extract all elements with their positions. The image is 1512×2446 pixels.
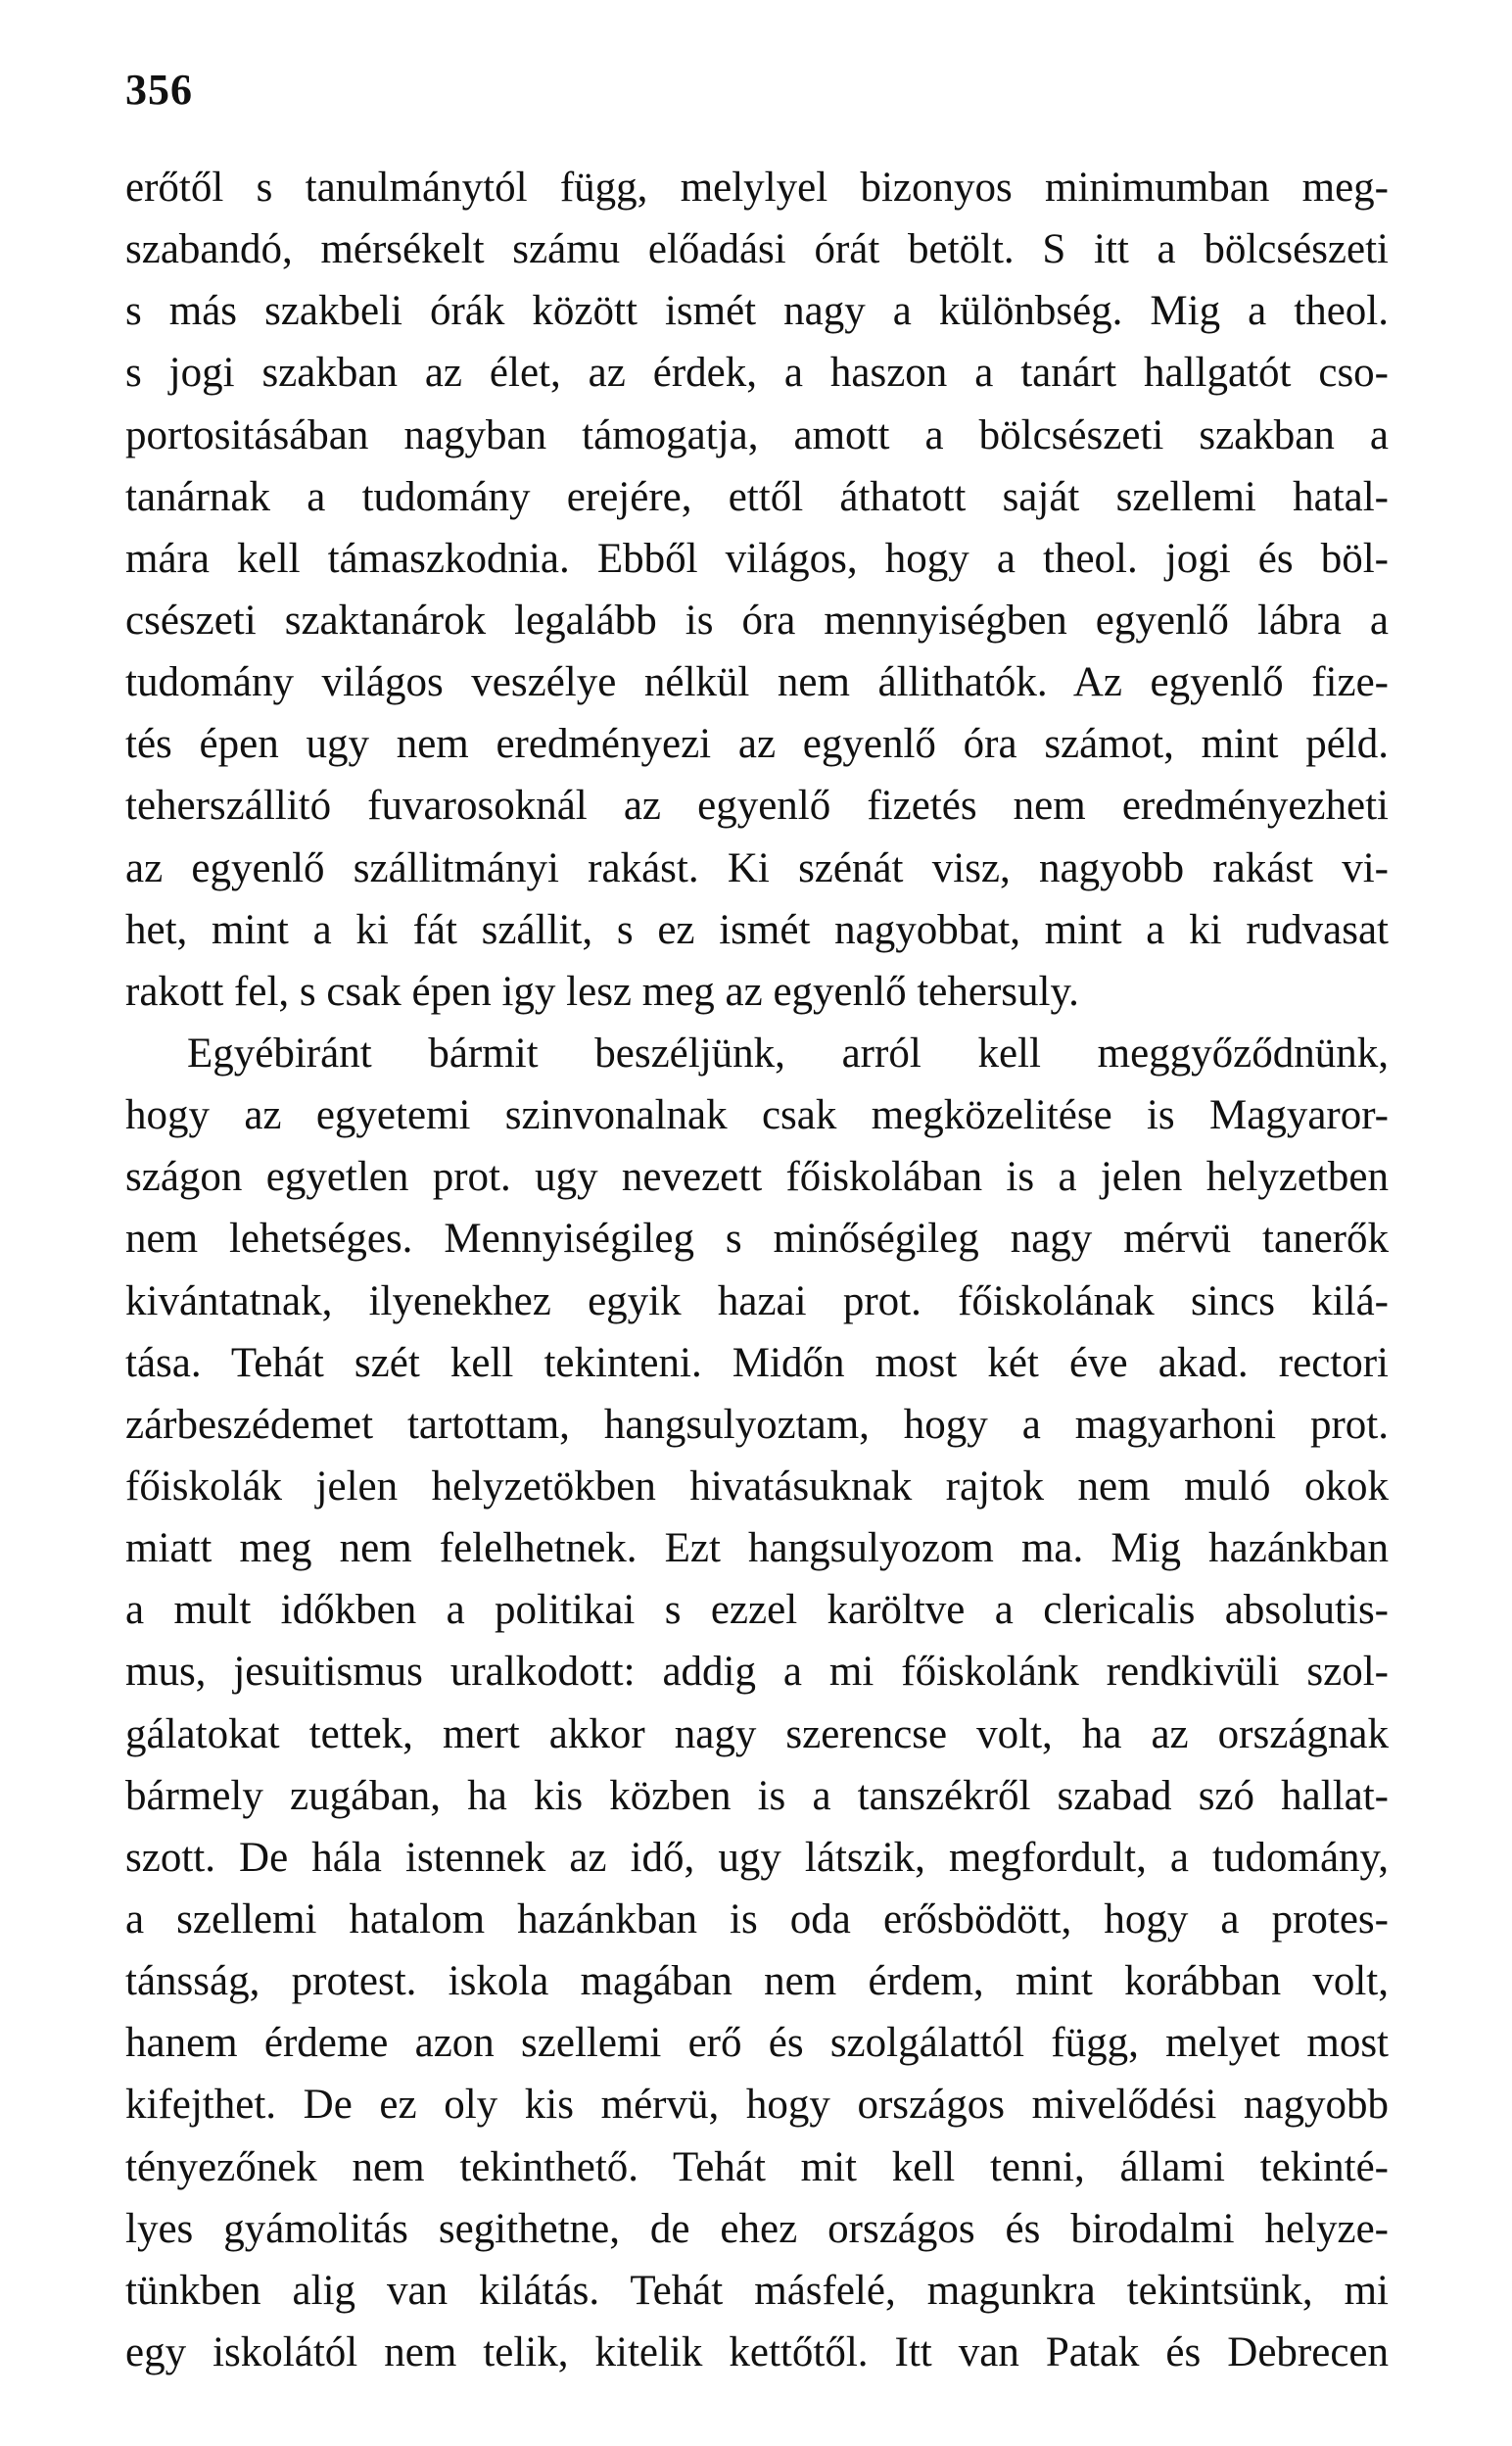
text-line: egy iskolától nem telik, kitelik kettőtől. Itt van Patak és Debrecen xyxy=(125,2328,1389,2375)
text-line: szágon egyetlen prot. ugy nevezett főiskolában is a jelen helyzetben xyxy=(125,1154,1389,1201)
text-line: bármely zugában, ha kis közben is a tanszékről szabad szó hallat- xyxy=(125,1772,1389,1819)
text-line: erőtől s tanulmánytól függ, melylyel bizonyos minimumban meg- xyxy=(125,165,1389,211)
paragraph-1 xyxy=(125,157,1389,1023)
text-line: főiskolák jelen helyzetökben hivatásuknak rajtok nem muló okok xyxy=(125,1463,1389,1510)
text-line: portositásában nagyban támogatja, amott a bölcsészeti szakban a xyxy=(125,411,1389,458)
text-line: hanem érdeme azon szellemi erő és szolgálattól függ, melyet most xyxy=(125,2020,1389,2067)
paragraph-2 xyxy=(125,1023,1389,2383)
text-line: rakott fel, s csak épen igy lesz meg az egyenlő tehersuly. xyxy=(125,968,1079,1015)
text-line: szott. De hála istennek az idő, ugy látszik, megfordult, a tudomány, xyxy=(125,1834,1389,1881)
text-line: Egyébiránt bármit beszéljünk, arról kell meggyőződnünk, xyxy=(187,1030,1389,1077)
text-line: teherszállitó fuvarosoknál az egyenlő fizetés nem eredményezheti xyxy=(125,783,1389,830)
text-line: tényezőnek nem tekinthető. Tehát mit kell tenni, állami tekinté- xyxy=(125,2143,1389,2190)
text-line: het, mint a ki fát szállit, s ez ismét nagyobbat, mint a ki rudvasat xyxy=(125,906,1389,953)
text-line: hogy az egyetemi szinvonalnak csak megközelitése is Magyaror- xyxy=(125,1092,1389,1139)
text-line: s jogi szakban az élet, az érdek, a haszon a tanárt hallgatót cso- xyxy=(125,350,1389,397)
text-line: tanárnak a tudomány erejére, ettől áthatott saját szellemi hatal- xyxy=(125,473,1389,520)
text-line: kifejthet. De ez oly kis mérvü, hogy országos mivelődési nagyobb xyxy=(125,2082,1389,2129)
text-line: szabandó, mérsékelt számu előadási órát betölt. S itt a bölcsészeti xyxy=(125,226,1389,273)
body-text xyxy=(125,157,1389,2383)
text-line: lyes gyámolitás segithetne, de ehez országos és birodalmi helyze- xyxy=(125,2205,1389,2252)
text-line: s más szakbeli órák között ismét nagy a különbség. Mig a theol. xyxy=(125,288,1389,335)
text-line: mus, jesuitismus uralkodott: addig a mi főiskolánk rendkivüli szol- xyxy=(125,1649,1389,1696)
text-line: mára kell támaszkodnia. Ebből világos, hogy a theol. jogi és böl- xyxy=(125,535,1389,582)
text-line: nem lehetséges. Mennyiségileg s minőségileg nagy mérvü tanerők xyxy=(125,1216,1389,1263)
text-line: a mult időkben a politikai s ezzel karöltve a clericalis absolutis- xyxy=(125,1587,1389,1634)
text-line: tudomány világos veszélye nélkül nem állithatók. Az egyenlő fize- xyxy=(125,659,1389,706)
text-line: kivántatnak, ilyenekhez egyik hazai prot. főiskolának sincs kilá- xyxy=(125,1277,1389,1324)
text-line: gálatokat tettek, mert akkor nagy szerencse volt, ha az országnak xyxy=(125,1710,1389,1757)
text-line: tünkben alig van kilátás. Tehát másfelé, magunkra tekintsünk, mi xyxy=(125,2267,1389,2314)
text-line: tása. Tehát szét kell tekinteni. Midőn most két éve akad. rectori xyxy=(125,1339,1389,1386)
text-line: zárbeszédemet tartottam, hangsulyoztam, hogy a magyarhoni prot. xyxy=(125,1401,1389,1448)
text-line: a szellemi hatalom hazánkban is oda erősbödött, hogy a protes- xyxy=(125,1895,1389,1942)
text-line: tés épen ugy nem eredményezi az egyenlő óra számot, mint péld. xyxy=(125,721,1389,768)
text-line: az egyenlő szállitmányi rakást. Ki szénát visz, nagyobb rakást vi- xyxy=(125,844,1389,891)
text-line: miatt meg nem felelhetnek. Ezt hangsulyozom ma. Mig hazánkban xyxy=(125,1525,1389,1572)
page-number: 356 xyxy=(125,66,193,114)
text-line: tánsság, protest. iskola magában nem érdem, mint korábban volt, xyxy=(125,1958,1389,2005)
text-line: csészeti szaktanárok legalább is óra mennyiségben egyenlő lábra a xyxy=(125,597,1389,644)
